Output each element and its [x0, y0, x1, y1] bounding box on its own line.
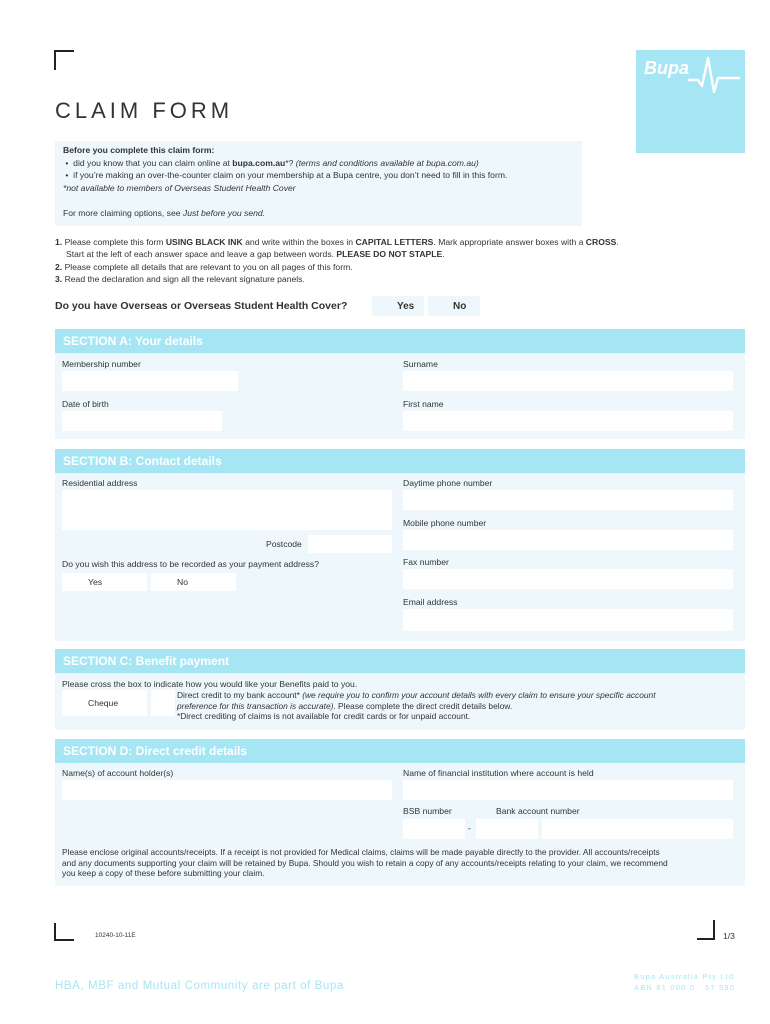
direct-credit-line2-a: preference for this transaction is accurate): [177, 700, 334, 711]
payment-address-question: Do you wish this address to be recorded as your payment address?: [62, 559, 319, 569]
section-b-panel: [55, 473, 745, 641]
bank-account-label: Bank account number: [496, 806, 580, 816]
section-b-header: SECTION B: Contact details: [55, 449, 745, 473]
intro-bullet1-pre: did you know that you can claim online at: [73, 157, 233, 168]
financial-institution-field[interactable]: [403, 780, 733, 800]
company-abn: ABN 81 000 0 57 590: [634, 983, 736, 992]
benefit-payment-instruction: Please cross the box to indicate how you would like your Benefits paid to you.: [62, 679, 358, 689]
form-code: 10240-10-11E: [95, 932, 136, 939]
intro-bullet1-link: bupa.com.au: [232, 157, 286, 168]
bupa-logo: [636, 50, 745, 153]
instruction-1-text-a: Please complete this form: [64, 237, 166, 247]
receipts-notice-line1: Please enclose original accounts/receipts. If a receipt is not provided for Medical claims, claims will be made payable directly to the provider. All accounts/receipts: [62, 847, 660, 857]
residential-address-label: Residential address: [62, 478, 138, 488]
direct-credit-checkbox[interactable]: [151, 690, 175, 716]
instruction-1-text-c: and write within the boxes in: [242, 237, 356, 247]
instruction-1-line2-b: PLEASE DO NOT STAPLE: [336, 249, 443, 260]
page-title: CLAIM FORM: [55, 98, 234, 123]
direct-credit-line3: *Direct crediting of claims is not available for credit cards or for unpaid account.: [177, 711, 471, 722]
intro-bullet2: if you’re making an over-the-counter claim on your membership at a Bupa centre, you don’t need to fill in this form.: [73, 170, 508, 180]
direct-credit-description: [177, 690, 737, 722]
logo-text: Bupa: [644, 58, 689, 78]
bsb-field-part1[interactable]: [403, 819, 465, 839]
mobile-phone-label: Mobile phone number: [403, 518, 487, 528]
instructions: [55, 236, 715, 285]
email-label: Email address: [403, 597, 458, 607]
fax-label: Fax number: [403, 557, 449, 567]
first-name-label: First name: [403, 399, 444, 409]
intro-bullet1-post: *?: [285, 157, 296, 168]
section-a-panel: [55, 353, 745, 439]
crop-mark-bottom-left: [54, 923, 74, 941]
payment-address-yes-checkbox[interactable]: [62, 573, 147, 591]
financial-institution-label: Name of financial institution where account is held: [403, 768, 594, 778]
receipts-notice-line2: and any documents supporting your claim will be retained by Bupa. Should you wish to retain a copy of any accounts/receipts relating to your claim, we recommend: [62, 857, 668, 868]
bsb-separator: -: [468, 823, 471, 833]
intro-bullet1-terms: (terms and conditions available at bupa.com.au): [295, 157, 479, 168]
crop-mark-top-left: [54, 50, 74, 70]
overseas-yes-label: Yes: [397, 301, 415, 312]
intro-options-ref: Just before you send.: [182, 207, 266, 218]
section-c-header: SECTION C: Benefit payment: [55, 649, 745, 673]
cheque-label: Cheque: [88, 698, 119, 708]
section-d-header: SECTION D: Direct credit details: [55, 739, 745, 763]
instruction-1-line2-c: .: [442, 249, 445, 260]
instruction-1-text-e: . Mark appropriate answer boxes with a: [433, 237, 586, 247]
first-name-field[interactable]: [403, 411, 733, 431]
mobile-phone-field[interactable]: [403, 530, 733, 550]
fax-field[interactable]: [403, 569, 733, 589]
direct-credit-line1-b: (we require you to confirm your account details with every claim to ensure your specific account: [302, 690, 656, 700]
instruction-1-text-b: USING BLACK INK: [165, 237, 243, 247]
direct-credit-line2-b: . Please complete the direct credit details below.: [333, 700, 513, 711]
daytime-phone-label: Daytime phone number: [403, 478, 493, 488]
intro-panel: Before you complete this claim form: • did you know that you can claim online at bupa.com.au*? (terms and conditions available at bupa.com.au) • if you’re making an over-the-counter claim on your membership at a Bupa centre, you don’t need to fill in this form. *not available to members of Overseas Student Health Cover For more claiming options, see Just before you send.: [55, 141, 582, 226]
bsb-field-part2[interactable]: [476, 819, 538, 839]
date-of-birth-label: Date of birth: [62, 399, 109, 409]
section-d-panel: [55, 763, 745, 886]
instruction-2-text: Please complete all details that are relevant to you on all pages of this form.: [64, 261, 353, 272]
instruction-1-text-f: CROSS: [585, 237, 617, 247]
crop-mark-bottom-right: [697, 920, 715, 940]
membership-number-label: Membership number: [62, 359, 141, 369]
overseas-no-label: No: [453, 301, 467, 312]
instruction-1-line2-a: Start at the left of each answer space and leave a gap between words.: [66, 249, 337, 260]
account-holders-field[interactable]: [62, 780, 392, 800]
instruction-1-number: 1.: [55, 237, 63, 247]
postcode-label: Postcode: [266, 539, 302, 549]
intro-heading: Before you complete this claim form:: [63, 145, 215, 155]
bsb-label: BSB number: [403, 806, 452, 816]
company-details: [634, 971, 735, 993]
section-c-panel: [55, 673, 745, 730]
company-name: Bupa Australia Pty Ltd: [634, 972, 735, 981]
direct-credit-line1-a: Direct credit to my bank account*: [177, 690, 303, 700]
heartbeat-icon: [688, 56, 740, 96]
account-holders-label: Name(s) of account holder(s): [62, 768, 174, 778]
payment-address-yes-label: Yes: [88, 577, 103, 587]
intro-footnote: *not available to members of Overseas Student Health Cover: [63, 182, 296, 193]
footer-tagline: HBA, MBF and Mutual Community are part of Bupa: [55, 980, 345, 992]
receipts-notice-line3: you keep a copy of these before submitting your claim.: [62, 868, 265, 879]
instruction-2-number: 2.: [55, 261, 63, 272]
bank-account-field[interactable]: [542, 819, 733, 839]
residential-address-field[interactable]: [62, 490, 392, 530]
overseas-cover-question: Do you have Overseas or Overseas Student Health Cover?: [55, 300, 348, 312]
email-field[interactable]: [403, 609, 733, 631]
surname-field[interactable]: [403, 371, 733, 391]
page-number: 1/3: [723, 931, 735, 941]
membership-number-field[interactable]: [62, 371, 238, 391]
receipts-notice: [62, 847, 737, 879]
payment-address-no-label: No: [177, 577, 188, 587]
date-of-birth-field[interactable]: [62, 411, 222, 431]
section-a-header: SECTION A: Your details: [55, 329, 745, 353]
surname-label: Surname: [403, 359, 438, 369]
daytime-phone-field[interactable]: [403, 490, 733, 510]
intro-options-pre: For more claiming options, see: [63, 207, 183, 218]
instruction-1-text-d: CAPITAL LETTERS: [355, 237, 434, 247]
payment-address-no-checkbox[interactable]: [151, 573, 236, 591]
postcode-field[interactable]: [308, 535, 392, 553]
instruction-3-number: 3.: [55, 273, 63, 284]
instruction-3-text: Read the declaration and sign all the relevant signature panels.: [64, 273, 305, 284]
instruction-1-text-g: .: [616, 237, 619, 247]
